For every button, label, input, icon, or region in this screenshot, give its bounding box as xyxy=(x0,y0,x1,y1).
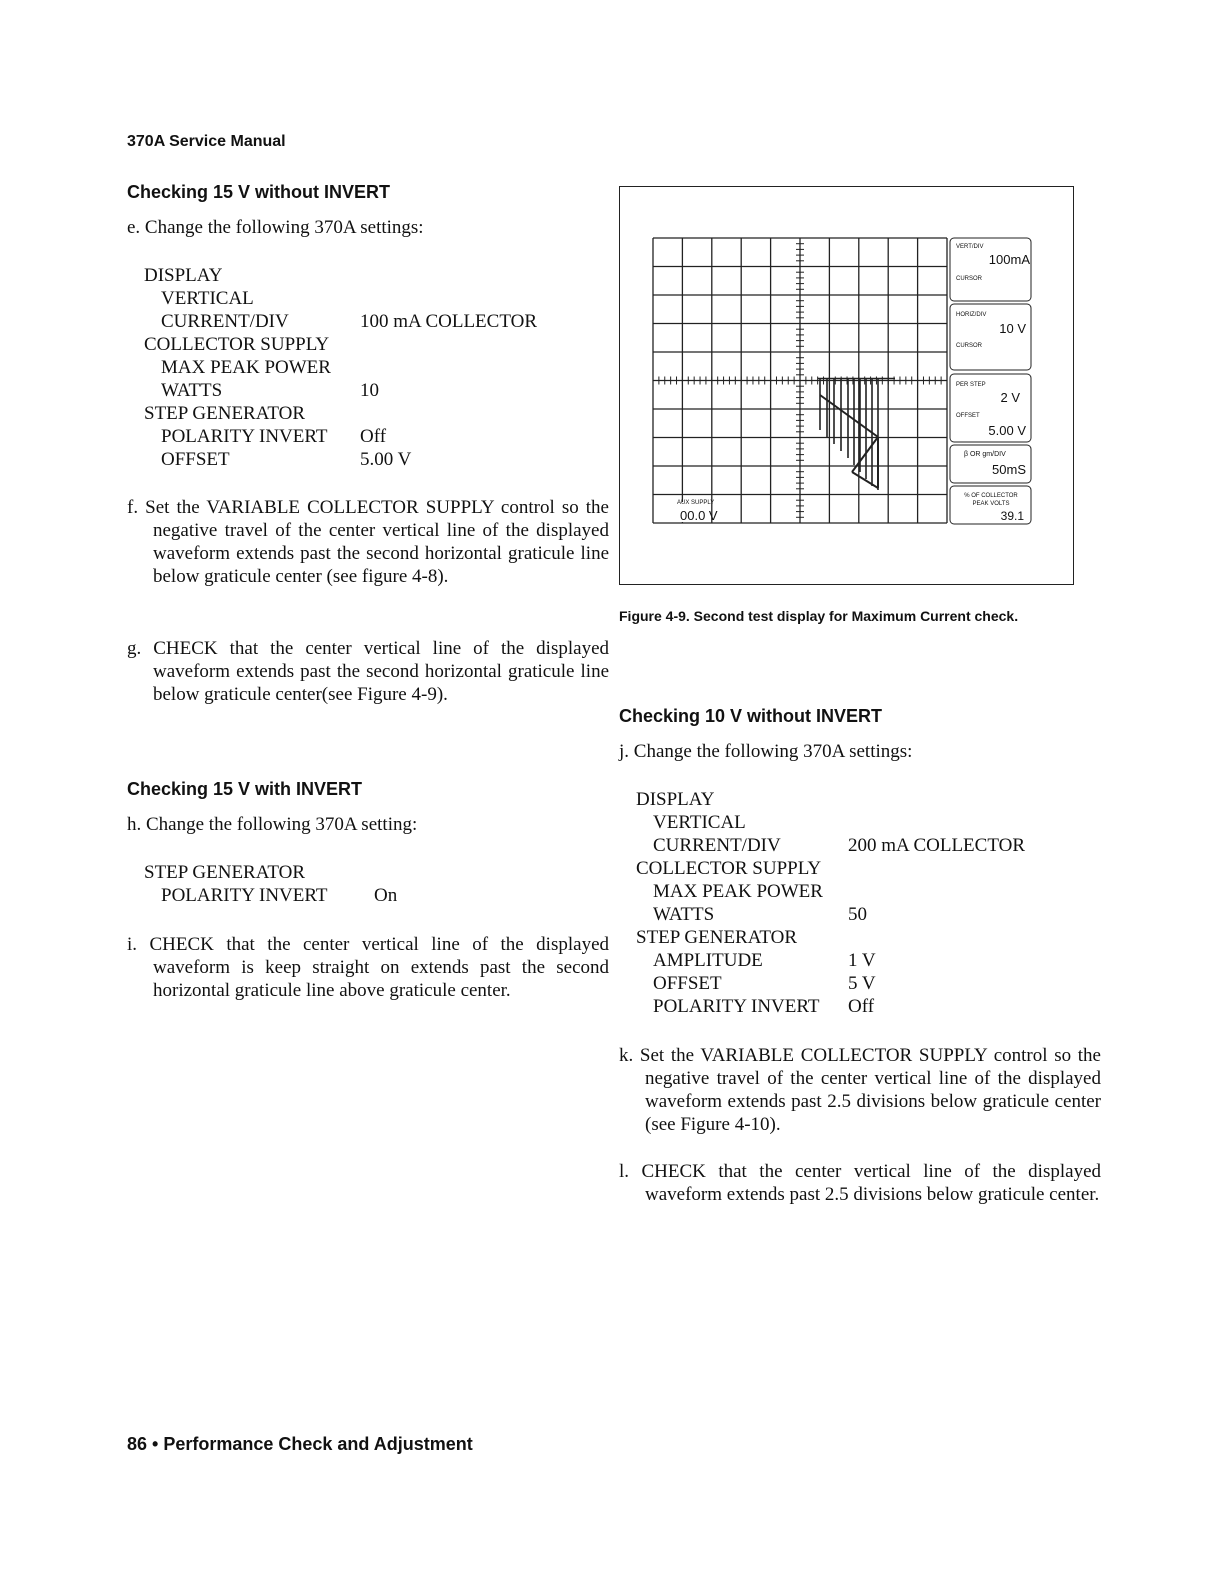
setting-name: COLLECTOR SUPPLY xyxy=(636,858,822,879)
settings-row xyxy=(144,264,537,287)
step-h: h. Change the following 370A setting: xyxy=(127,814,418,835)
setting-value: 200 mA COLLECTOR xyxy=(848,835,1025,856)
setting-value: Off xyxy=(848,996,875,1017)
settings-row xyxy=(144,448,537,471)
settings-row xyxy=(636,857,1025,880)
figure-4-9 xyxy=(619,186,1074,585)
setting-name: CURRENT/DIV xyxy=(161,311,289,332)
setting-value: 10 xyxy=(360,380,379,401)
setting-name: STEP GENERATOR xyxy=(636,927,797,948)
settings-row xyxy=(144,333,537,356)
setting-value: 50 xyxy=(848,904,867,925)
vert-value: 100mA xyxy=(988,252,1030,267)
settings-table xyxy=(144,264,537,471)
step-g: g. CHECK that the center vertical line of the displayed waveform extends past the second horizontal graticule line below graticule center(see Figure 4-9). xyxy=(127,638,609,705)
waveform-trace xyxy=(820,395,878,437)
settings-row xyxy=(144,379,537,402)
setting-name: STEP GENERATOR xyxy=(144,403,305,424)
peak-label-1: % OF COLLECTOR xyxy=(964,493,1018,499)
peak-label-2: PEAK VOLTS xyxy=(972,501,1010,507)
curve-tracer-display xyxy=(619,186,1074,585)
peak-value: 39.1 xyxy=(1000,509,1024,523)
page-footer: 86 • Performance Check and Adjustment xyxy=(127,1434,473,1454)
setting-name: POLARITY INVERT xyxy=(653,996,820,1017)
beta-label: β OR gm/DIV xyxy=(964,451,1006,458)
waveform-trace xyxy=(852,437,878,472)
settings-row xyxy=(144,861,397,884)
settings-table xyxy=(636,788,1025,1018)
setting-value: 100 mA COLLECTOR xyxy=(360,311,537,332)
settings-row xyxy=(144,425,537,448)
vert-label: VERT/DIV xyxy=(956,244,984,250)
cursor-label: CURSOR xyxy=(956,276,983,282)
setting-name: DISPLAY xyxy=(636,789,715,810)
setting-name: COLLECTOR SUPPLY xyxy=(144,334,330,355)
settings-row xyxy=(636,972,1025,995)
settings-row xyxy=(144,884,397,907)
setting-name: VERTICAL xyxy=(653,812,746,833)
aux-supply-label: AUX SUPPLY xyxy=(677,500,715,506)
beta-value: 50mS xyxy=(992,462,1026,477)
settings-row xyxy=(144,402,537,425)
settings-row xyxy=(144,287,537,310)
step-value: 2 V xyxy=(1000,390,1020,405)
section-heading: Checking 15 V with INVERT xyxy=(127,779,363,799)
setting-name: OFFSET xyxy=(653,973,722,994)
horiz-value: 10 V xyxy=(999,321,1026,336)
settings-row xyxy=(636,995,1025,1018)
setting-value: On xyxy=(374,885,398,906)
step-j: j. Change the following 370A settings: xyxy=(619,741,913,762)
setting-name: AMPLITUDE xyxy=(653,950,763,971)
settings-row xyxy=(636,949,1025,972)
step-label: PER STEP xyxy=(956,382,986,388)
setting-value: Off xyxy=(360,426,387,447)
settings-row xyxy=(636,788,1025,811)
setting-name: MAX PEAK POWER xyxy=(161,357,331,378)
step-l: l. CHECK that the center vertical line of the displayed waveform extends past 2.5 divisions below graticule center. xyxy=(619,1161,1101,1205)
settings-row xyxy=(636,811,1025,834)
setting-name: CURRENT/DIV xyxy=(653,835,781,856)
step-k: k. Set the VARIABLE COLLECTOR SUPPLY control so the negative travel of the center vertical line of the displayed waveform extends past 2.5 divisions below graticule center (see Figure 4-10). xyxy=(619,1045,1101,1135)
offset-value: 5.00 V xyxy=(988,423,1026,438)
cursor-label: CURSOR xyxy=(956,343,983,349)
setting-name: STEP GENERATOR xyxy=(144,862,305,883)
setting-name: WATTS xyxy=(161,380,223,401)
setting-name: VERTICAL xyxy=(161,288,254,309)
setting-name: DISPLAY xyxy=(144,265,223,286)
setting-name: POLARITY INVERT xyxy=(161,885,328,906)
settings-row xyxy=(636,834,1025,857)
waveform-trace xyxy=(852,472,878,488)
step-f: f. Set the VARIABLE COLLECTOR SUPPLY control so the negative travel of the center vertical line of the displayed waveform extends past the second horizontal graticule line below graticule center (see figure 4-8). xyxy=(127,497,609,587)
setting-value: 5 V xyxy=(848,973,876,994)
figure-caption: Figure 4-9. Second test display for Maximum Current check. xyxy=(619,608,1019,624)
setting-value: 5.00 V xyxy=(360,449,412,470)
aux-supply-value: 00.0 V xyxy=(680,508,718,523)
setting-name: WATTS xyxy=(653,904,715,925)
section-heading: Checking 15 V without INVERT xyxy=(127,182,391,202)
settings-row xyxy=(636,926,1025,949)
running-header: 370A Service Manual xyxy=(127,133,286,150)
step-i: i. CHECK that the center vertical line of the displayed waveform is keep straight on extends past the second horizontal graticule line above graticule center. xyxy=(127,934,609,1001)
section-heading: Checking 10 V without INVERT xyxy=(619,706,883,726)
settings-row xyxy=(636,903,1025,926)
setting-name: MAX PEAK POWER xyxy=(653,881,823,902)
setting-name: POLARITY INVERT xyxy=(161,426,328,447)
settings-row xyxy=(144,356,537,379)
setting-value: 1 V xyxy=(848,950,876,971)
step-e: e. Change the following 370A settings: xyxy=(127,217,424,238)
settings-row xyxy=(144,310,537,333)
offset-label: OFFSET xyxy=(956,413,980,419)
horiz-label: HORIZ/DIV xyxy=(956,312,987,318)
settings-table xyxy=(144,861,397,907)
settings-row xyxy=(636,880,1025,903)
setting-name: OFFSET xyxy=(161,449,230,470)
